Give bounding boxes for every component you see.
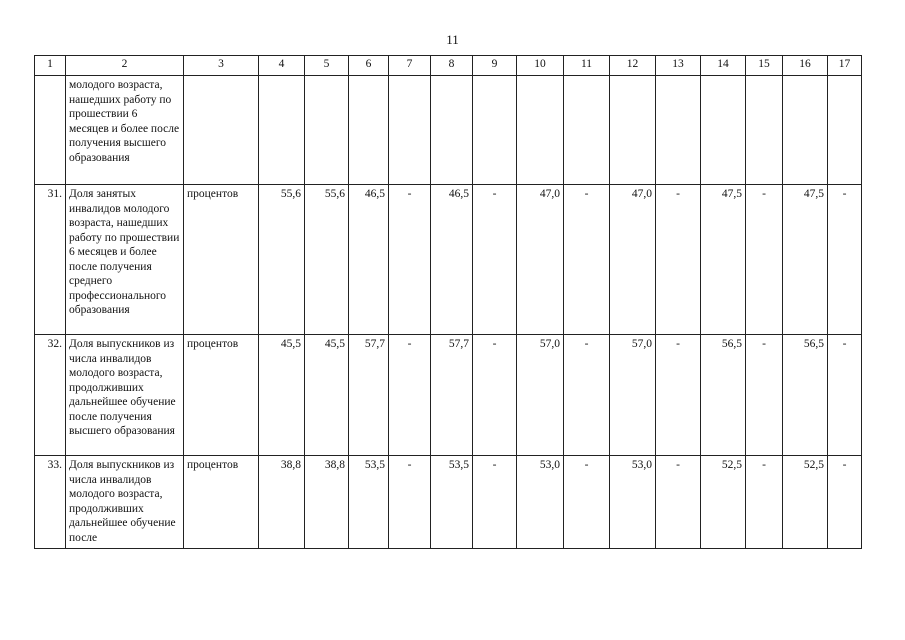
value-cell <box>349 76 389 185</box>
value-cell: - <box>473 456 517 549</box>
value-cell: 53,5 <box>431 456 473 549</box>
column-header: 9 <box>473 56 517 76</box>
value-cell: 57,7 <box>349 335 389 456</box>
value-cell: 46,5 <box>431 185 473 335</box>
column-header: 6 <box>349 56 389 76</box>
value-cell <box>564 76 610 185</box>
value-cell: 45,5 <box>259 335 305 456</box>
value-cell: 55,6 <box>259 185 305 335</box>
value-cell <box>389 76 431 185</box>
row-number: 31. <box>35 185 66 335</box>
value-cell <box>473 76 517 185</box>
value-cell: 57,0 <box>610 335 656 456</box>
column-header: 2 <box>66 56 184 76</box>
indicator-name: Доля выпускников из числа инвалидов молодого возраста, продолживших дальнейшее обучение после <box>66 456 184 549</box>
row-number <box>35 76 66 185</box>
column-header: 8 <box>431 56 473 76</box>
indicator-name: молодого возраста, нашедших работу по прошествии 6 месяцев и более после получения высшего образования <box>66 76 184 185</box>
value-cell: 47,5 <box>701 185 746 335</box>
value-cell: 47,0 <box>517 185 564 335</box>
value-cell: 55,6 <box>305 185 349 335</box>
column-header: 7 <box>389 56 431 76</box>
value-cell <box>259 76 305 185</box>
value-cell <box>305 76 349 185</box>
value-cell: - <box>473 335 517 456</box>
column-header: 17 <box>828 56 862 76</box>
column-header: 3 <box>184 56 259 76</box>
column-header: 11 <box>564 56 610 76</box>
column-header: 1 <box>35 56 66 76</box>
value-cell: - <box>746 335 783 456</box>
unit-cell: процентов <box>184 456 259 549</box>
value-cell <box>746 76 783 185</box>
value-cell: - <box>564 335 610 456</box>
value-cell: 45,5 <box>305 335 349 456</box>
value-cell: 53,0 <box>517 456 564 549</box>
value-cell: - <box>389 456 431 549</box>
value-cell <box>828 76 862 185</box>
unit-cell: процентов <box>184 185 259 335</box>
row-number: 33. <box>35 456 66 549</box>
value-cell: - <box>473 185 517 335</box>
value-cell <box>783 76 828 185</box>
value-cell: 52,5 <box>783 456 828 549</box>
table-row <box>35 335 862 456</box>
value-cell <box>701 76 746 185</box>
value-cell: 53,5 <box>349 456 389 549</box>
page-number: 11 <box>446 32 459 47</box>
column-header: 4 <box>259 56 305 76</box>
value-cell: - <box>656 185 701 335</box>
value-cell: 56,5 <box>783 335 828 456</box>
value-cell: - <box>656 456 701 549</box>
value-cell <box>431 76 473 185</box>
value-cell: - <box>828 335 862 456</box>
value-cell: 47,0 <box>610 185 656 335</box>
value-cell: - <box>389 335 431 456</box>
table-row <box>35 185 862 335</box>
value-cell: 56,5 <box>701 335 746 456</box>
header-row <box>35 56 862 76</box>
indicator-name: Доля выпускников из числа инвалидов молодого возраста, продолживших дальнейшее обучение после получения высшего образования <box>66 335 184 456</box>
value-cell: - <box>746 185 783 335</box>
value-cell: 47,5 <box>783 185 828 335</box>
unit-cell: процентов <box>184 335 259 456</box>
column-header: 15 <box>746 56 783 76</box>
column-header: 16 <box>783 56 828 76</box>
table-row <box>35 456 862 549</box>
value-cell: 52,5 <box>701 456 746 549</box>
value-cell <box>610 76 656 185</box>
value-cell: 46,5 <box>349 185 389 335</box>
column-header: 14 <box>701 56 746 76</box>
unit-cell <box>184 76 259 185</box>
column-header: 5 <box>305 56 349 76</box>
column-header: 12 <box>610 56 656 76</box>
column-header: 10 <box>517 56 564 76</box>
value-cell: - <box>828 456 862 549</box>
value-cell: 38,8 <box>305 456 349 549</box>
value-cell: - <box>564 456 610 549</box>
value-cell: - <box>746 456 783 549</box>
value-cell: - <box>828 185 862 335</box>
value-cell <box>656 76 701 185</box>
value-cell: 53,0 <box>610 456 656 549</box>
value-cell: - <box>564 185 610 335</box>
value-cell: 38,8 <box>259 456 305 549</box>
value-cell <box>517 76 564 185</box>
row-number: 32. <box>35 335 66 456</box>
value-cell: 57,0 <box>517 335 564 456</box>
indicators-table <box>34 55 862 549</box>
indicator-name: Доля занятых инвалидов молодого возраста, нашедших работу по прошествии 6 месяцев и более после получения среднего профессионального образования <box>66 185 184 335</box>
value-cell: - <box>389 185 431 335</box>
table-row <box>35 76 862 185</box>
column-header: 13 <box>656 56 701 76</box>
value-cell: 57,7 <box>431 335 473 456</box>
value-cell: - <box>656 335 701 456</box>
